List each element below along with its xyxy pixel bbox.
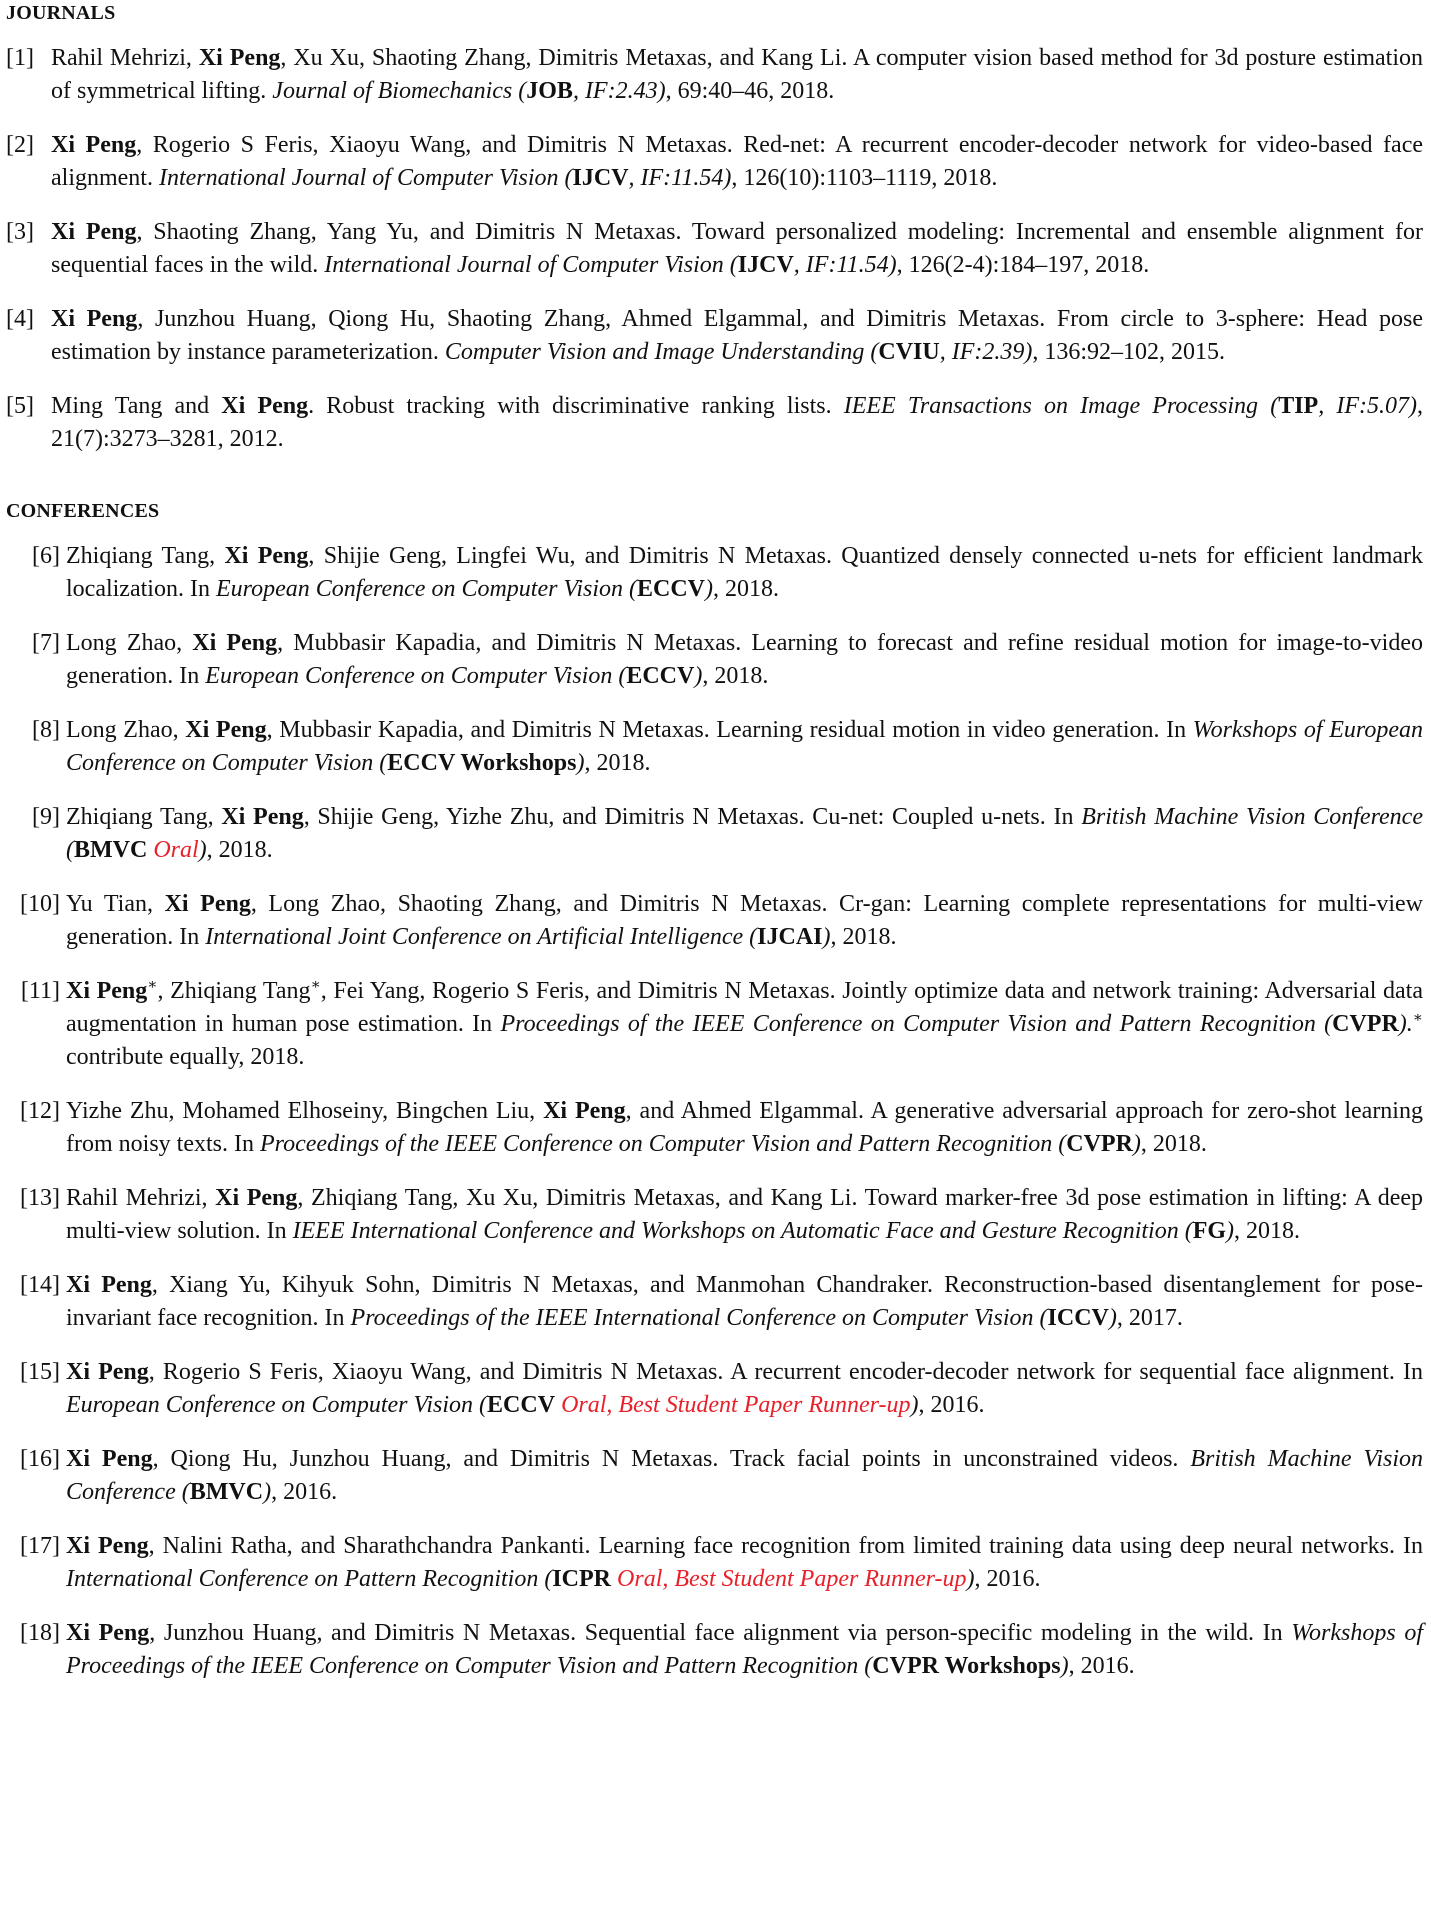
reference-entry [6,1182,1423,1248]
venue-abbreviation: ECCV [487,1392,556,1418]
authors: , Rogerio S Feris, Xiaoyu Wang, and Dimitris N Metaxas. [136,132,733,158]
venue-name: International Journal of Computer Vision ( [158,165,573,191]
venue-name: British Machine Vision Conference ( [66,1446,1423,1505]
venue-close: ) [263,1479,272,1505]
authors: Long Zhao, [66,717,186,743]
paper-title: Learning to forecast and refine residual motion for image-to-video generation. In [66,630,1423,689]
conferences-heading: CONFERENCES [6,500,160,522]
venue-abbreviation: CVPR [1332,1011,1399,1037]
reference-number: [8] [32,717,60,743]
paper-title: A recurrent encoder-decoder network for sequential face alignment. In [723,1359,1424,1385]
authors: , Zhiqiang Tang, Xu Xu, Dimitris Metaxas, and Kang Li. [297,1185,858,1211]
reference-entry [6,42,1423,108]
authors: Zhiqiang Tang, [66,804,222,830]
reference-text [51,390,1423,456]
equal-contribution-mark: ∗ [147,977,158,993]
venue-abbreviation: IJCV [737,252,794,278]
reference-number: [18] [20,1620,60,1646]
publication-details: , 126(10):1103–1119, 2018. [731,165,998,191]
venue-abbreviation: IJCV [572,165,629,191]
journals-list [6,42,1423,456]
reference-number: [1] [6,45,34,71]
highlighted-author: Xi Peng [66,1359,149,1385]
reference-text [51,303,1423,369]
publication-details: , 2016. [1068,1653,1135,1679]
venue-close: ) [198,837,207,863]
reference-text [51,129,1423,195]
publication-details: , 2018. [702,663,769,689]
reference-entry [6,129,1423,195]
reference-text [66,1269,1423,1335]
venue-name: International Journal of Computer Vision ( [324,252,738,278]
reference-text [66,975,1423,1074]
venue-close: ) [1226,1218,1235,1244]
publication-details: , 2018. [238,1044,305,1070]
venue-abbreviation: BMVC [189,1479,264,1505]
authors: , Mubbasir Kapadia, and Dimitris N Metaxas. [266,717,710,743]
paper-title: Track facial points in unconstrained videos. [718,1446,1191,1472]
paper-title: From circle to 3-sphere: Head pose estimation by instance parameterization. [51,306,1424,365]
impact-factor: , IF:2.39) [939,339,1033,365]
authors: Yizhe Zhu, Mohamed Elhoseiny, Bingchen Liu, [66,1098,544,1124]
equal-contribution-mark: ∗ [1412,1010,1423,1026]
venue-name: European Conference on Computer Vision ( [205,663,627,689]
authors: , Long Zhao, Shaoting Zhang, and Dimitris N Metaxas. [250,891,828,917]
authors: , Junzhou Huang, and Dimitris N Metaxas. [149,1620,577,1646]
impact-factor: , IF:5.07) [1318,393,1417,419]
authors: , and Ahmed Elgammal. [625,1098,864,1124]
venue-close: ) [910,1392,919,1418]
impact-factor: , IF:11.54) [793,252,897,278]
publication-details: , 2016. [271,1479,338,1505]
venue-abbreviation: BMVC [74,837,148,863]
authors: , Shijie Geng, Yizhe Zhu, and Dimitris N Metaxas. [303,804,805,830]
reference-entry [6,627,1423,693]
reference-text [66,1356,1423,1422]
authors: , Fei Yang, Rogerio S Feris, and Dimitris N Metaxas. [320,978,836,1004]
paper-title: Red-net: A recurrent encoder-decoder network for video-based face alignment. [51,132,1424,191]
venue-name: IEEE International Conference and Workshops on Automatic Face and Gesture Recognition ( [292,1218,1193,1244]
authors: , Xu Xu, Shaoting Zhang, Dimitris Metaxas, and Kang Li. [280,45,848,71]
reference-number: [7] [32,630,60,656]
reference-text [66,1530,1423,1596]
venue-name: International Conference on Pattern Recognition ( [66,1566,553,1592]
reference-text [66,627,1423,693]
award-note: Oral, Best Student Paper Runner-up [555,1392,911,1418]
award-note: Oral, Best Student Paper Runner-up [611,1566,967,1592]
reference-entry [6,801,1423,867]
highlighted-author: Xi Peng [221,393,309,419]
highlighted-author: Xi Peng [224,543,309,569]
venue-abbreviation: CVIU [878,339,940,365]
venue-abbreviation: TIP [1278,393,1319,419]
reference-number: [10] [20,891,60,917]
highlighted-author: Xi Peng [198,45,281,71]
publication-details: , 136:92–102, 2015. [1032,339,1226,365]
reference-entry [6,1617,1423,1683]
impact-factor: , IF:11.54) [628,165,732,191]
venue-name: Computer Vision and Image Understanding ( [444,339,879,365]
reference-number: [17] [20,1533,60,1559]
venue-name: British Machine Vision Conference ( [66,804,1423,863]
paper-title: Sequential face alignment via person-specific modeling in the wild. In [576,1620,1292,1646]
authors: Rahil Mehrizi, [51,45,199,71]
venue-abbreviation: CVPR Workshops [872,1653,1061,1679]
reference-text [66,1182,1423,1248]
venue-close: ) [1108,1305,1117,1331]
reference-text [66,1443,1423,1509]
highlighted-author: Xi Peng [543,1098,626,1124]
venue-close: ) [822,924,831,950]
venue-close: ). [1398,1011,1413,1037]
authors: Ming Tang and [51,393,222,419]
authors: , Shijie Geng, Lingfei Wu, and Dimitris N Metaxas. [308,543,832,569]
reference-entry [6,1269,1423,1335]
paper-title: Jointly optimize data and network training: Adversarial data augmentation in human pose estimation. In [66,978,1423,1037]
venue-name: International Joint Conference on Artificial Intelligence ( [205,924,758,950]
reference-number: [3] [6,219,34,245]
reference-entry [6,714,1423,780]
highlighted-author: Xi Peng [164,891,251,917]
venue-name: European Conference on Computer Vision ( [66,1392,488,1418]
reference-number: [9] [32,804,60,830]
venue-close: ) [694,663,703,689]
conferences-list [6,540,1423,1683]
publication-details: , 2018. [713,576,780,602]
authors: Rahil Mehrizi, [66,1185,216,1211]
venue-close: ) [1132,1131,1141,1157]
highlighted-author: Xi Peng [215,1185,298,1211]
paper-title: A generative adversarial approach for zero-shot learning from noisy texts. In [66,1098,1423,1157]
contribution-note: contribute equally [66,1044,239,1070]
reference-number: [6] [32,543,60,569]
paper-title: Toward marker-free 3d pose estimation in lifting: A deep multi-view solution. In [66,1185,1424,1244]
publication-details: , 69:40–46, 2018. [665,78,835,104]
highlighted-author: Xi Peng [66,1533,149,1559]
reference-text [66,888,1423,954]
publication-details: , 2018. [206,837,273,863]
venue-name: Workshops of Proceedings of the IEEE Conference on Computer Vision and Pattern Recognition ( [66,1620,1423,1679]
award-note: Oral [147,837,199,863]
venue-abbreviation: ICPR [552,1566,612,1592]
journals-heading: JOURNALS [6,2,116,24]
venue-close: ) [966,1566,975,1592]
reference-number: [12] [20,1098,60,1124]
reference-number: [15] [20,1359,60,1385]
reference-entry [6,1530,1423,1596]
reference-text [66,1095,1423,1161]
venue-close: ) [705,576,714,602]
paper-title: Toward personalized modeling: Incremental and ensemble alignment for sequential faces in the wild. [51,219,1423,278]
venue-abbreviation: JOB [526,78,573,104]
reference-text [66,714,1423,780]
paper-title: A computer vision based method for 3d posture estimation of symmetrical lifting. [51,45,1423,104]
authors: , Nalini Ratha, and Sharathchandra Pankanti. [148,1533,591,1559]
reference-number: [14] [20,1272,60,1298]
venue-abbreviation: IJCAI [757,924,823,950]
reference-entry [6,390,1423,456]
authors: Yu Tian, [66,891,165,917]
authors: Long Zhao, [66,630,193,656]
authors: , Xiang Yu, Kihyuk Sohn, Dimitris N Metaxas, and Manmohan Chandraker. [151,1272,933,1298]
highlighted-author: Xi Peng [192,630,278,656]
highlighted-author: Xi Peng [51,306,138,332]
reference-entry [6,1095,1423,1161]
reference-number: [4] [6,306,34,332]
venue-abbreviation: ECCV [626,663,695,689]
venue-name: European Conference on Computer Vision ( [215,576,637,602]
highlighted-author: Xi Peng [185,717,267,743]
authors: , Junzhou Huang, Qiong Hu, Shaoting Zhang, Ahmed Elgammal, and Dimitris Metaxas. [137,306,1046,332]
venue-name: Journal of Biomechanics ( [272,78,527,104]
reference-text [51,216,1423,282]
venue-name: Proceedings of the IEEE Conference on Computer Vision and Pattern Recognition ( [500,1011,1333,1037]
reference-entry [6,1356,1423,1422]
publication-details: , 21(7):3273–3281, 2012. [51,393,1423,452]
paper-title: Learning face recognition from limited training data using deep neural networks. In [590,1533,1423,1559]
venue-name: IEEE Transactions on Image Processing ( [843,393,1279,419]
venue-abbreviation: ECCV [637,576,706,602]
venue-abbreviation: ECCV Workshops [387,750,577,776]
highlighted-author: Xi Peng [66,1446,153,1472]
reference-number: [16] [20,1446,60,1472]
reference-text [66,540,1423,606]
highlighted-author: Xi Peng [51,219,137,245]
publication-details: , 2018. [1234,1218,1301,1244]
venue-close: ) [576,750,585,776]
authors: , Mubbasir Kapadia, and Dimitris N Metaxas. [277,630,742,656]
authors: , Qiong Hu, Junzhou Huang, and Dimitris N Metaxas. [152,1446,719,1472]
reference-entry [6,303,1423,369]
venue-name: Proceedings of the IEEE Conference on Computer Vision and Pattern Recognition ( [259,1131,1067,1157]
publication-details: , 2017. [1116,1305,1183,1331]
reference-entry [6,216,1423,282]
venue-close: ) [1060,1653,1069,1679]
publication-details: , 2018. [830,924,897,950]
equal-contribution-mark: ∗ [310,977,321,993]
reference-number: [5] [6,393,34,419]
authors: Zhiqiang Tang, [66,543,225,569]
reference-text [66,1617,1423,1683]
authors: , Rogerio S Feris, Xiaoyu Wang, and Dimitris N Metaxas. [148,1359,724,1385]
venue-name: Proceedings of the IEEE International Conference on Computer Vision ( [350,1305,1048,1331]
reference-number: [11] [20,978,60,1004]
paper-title: Learning residual motion in video generation. In [709,717,1193,743]
highlighted-author: Xi Peng [66,1620,150,1646]
highlighted-author: Xi Peng [51,132,137,158]
authors: . [308,393,315,419]
publication-details: , 2018. [584,750,651,776]
paper-title: Cu-net: Coupled u-nets. In [804,804,1082,830]
highlighted-author: Xi Peng [66,978,148,1004]
reference-entry [6,1443,1423,1509]
reference-number: [2] [6,132,34,158]
authors: , Shaoting Zhang, Yang Yu, and Dimitris N Metaxas. [136,219,682,245]
publication-details: , 2016. [974,1566,1041,1592]
authors: , Zhiqiang Tang [157,978,311,1004]
reference-text [66,801,1423,867]
venue-name: Workshops of European Conference on Computer Vision ( [66,717,1423,776]
reference-text [51,42,1423,108]
publication-details: , 126(2-4):184–197, 2018. [896,252,1150,278]
paper-title: Reconstruction-based disentanglement for pose-invariant face recognition. In [66,1272,1423,1331]
reference-entry [6,975,1423,1074]
reference-entry [6,540,1423,606]
venue-abbreviation: CVPR [1066,1131,1133,1157]
impact-factor: , IF:2.43) [572,78,666,104]
paper-title: Quantized densely connected u-nets for efficient landmark localization. In [66,543,1424,602]
venue-abbreviation: ICCV [1047,1305,1109,1331]
venue-abbreviation: FG [1192,1218,1227,1244]
reference-entry [6,888,1423,954]
highlighted-author: Xi Peng [221,804,304,830]
paper-title: Cr-gan: Learning complete representations for multi-view generation. In [66,891,1424,950]
paper-title: Robust tracking with discriminative ranking lists. [314,393,844,419]
publication-details: , 2018. [1140,1131,1207,1157]
publication-details: , 2016. [918,1392,985,1418]
highlighted-author: Xi Peng [66,1272,152,1298]
reference-number: [13] [20,1185,60,1211]
